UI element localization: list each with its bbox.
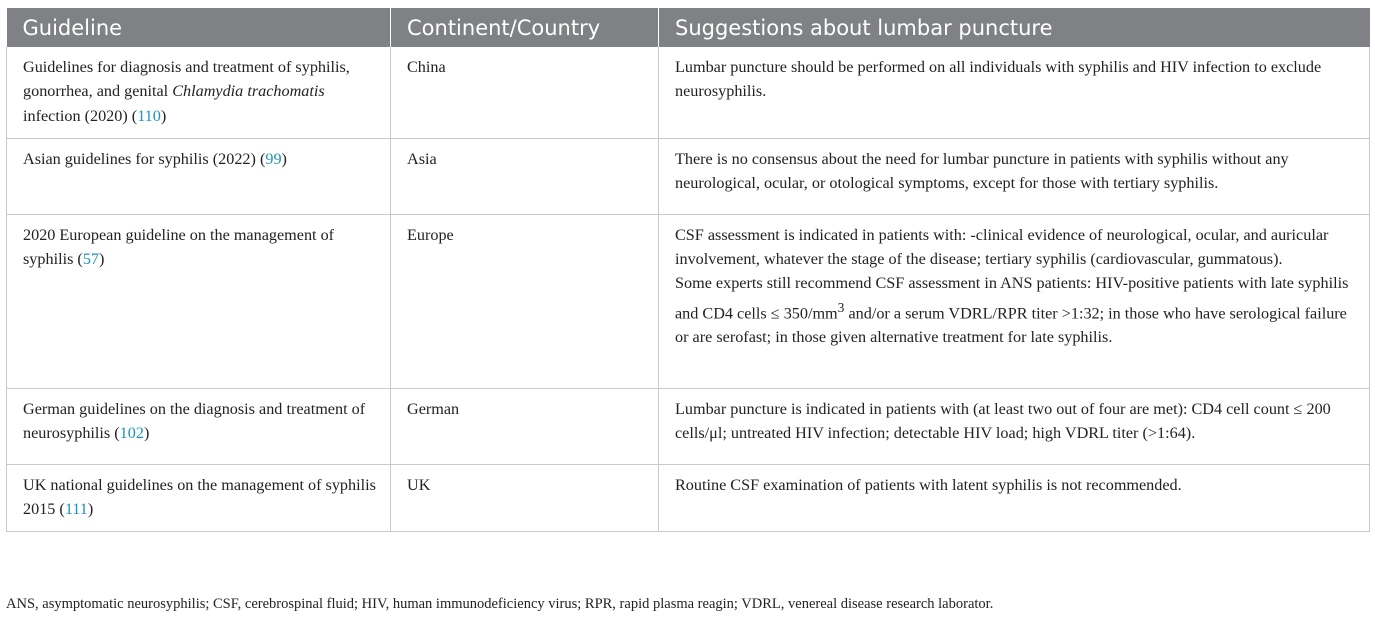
table-row <box>7 138 1370 214</box>
table-row <box>7 388 1370 464</box>
guideline-close: ) <box>87 500 94 519</box>
suggestion-cell: Lumbar puncture should be performed on all individuals with syphilis and HIV infection to exclude neurosyphilis. <box>659 47 1370 138</box>
guideline-cell <box>7 464 391 532</box>
table-row <box>7 214 1370 388</box>
guideline-close: ) <box>281 149 287 168</box>
guideline-cell <box>7 47 391 138</box>
table-row <box>7 464 1370 532</box>
reference-link[interactable]: 57 <box>82 250 99 269</box>
superscript: 3 <box>837 299 845 315</box>
suggestion-paragraph: CSF assessment is indicated in patients with: -clinical evidence of neurological, ocular, and auricular involvement, whatever the stage of the disease; tertiary syphilis (cardiovascular, gummatous). <box>675 225 1329 269</box>
guideline-text: 2020 European guideline on the management of syphilis ( <box>23 225 335 269</box>
reference-link[interactable]: 99 <box>265 149 282 168</box>
guidelines-table <box>6 8 1370 532</box>
header-country: Continent/Country <box>391 8 659 47</box>
country-cell: UK <box>391 464 659 532</box>
suggestion-text: Some experts still recommend CSF assessment in ANS patients: HIV-positive patients with late syphilis and CD4 cells ≤ 350/mm <box>675 274 1349 323</box>
guideline-cell <box>7 388 391 464</box>
guideline-cell <box>7 214 391 388</box>
guideline-cell <box>7 138 391 214</box>
guideline-close: ) <box>143 424 150 443</box>
suggestion-cell <box>659 214 1370 388</box>
guideline-text: UK national guidelines on the management of syphilis 2015 ( <box>23 475 376 519</box>
country-cell: Asia <box>391 138 659 214</box>
guideline-text: Asian guidelines for syphilis (2022) ( <box>23 149 266 168</box>
guideline-text: Guidelines for diagnosis and treatment of syphilis, gonorrhea, and genital <box>23 58 350 101</box>
suggestion-paragraph <box>675 271 1355 349</box>
guideline-italic-term: Chlamydia trachomatis <box>172 82 325 101</box>
header-suggestions: Suggestions about lumbar puncture <box>659 8 1370 47</box>
guidelines-table-container <box>6 8 1369 532</box>
reference-link[interactable]: 102 <box>119 424 144 443</box>
reference-link[interactable]: 111 <box>64 500 88 519</box>
table-header-row <box>7 8 1370 47</box>
suggestion-text-cont: and/or a serum VDRL/RPR titer >1:32; in those who have serological failure or are serofast; in those given alternative treatment for late syphilis. <box>675 304 1347 347</box>
guideline-text-cont: infection (2020) ( <box>23 106 138 125</box>
header-guideline: Guideline <box>7 8 391 47</box>
reference-link[interactable]: 110 <box>137 106 161 125</box>
table-row <box>7 47 1370 138</box>
guideline-close: ) <box>160 106 167 125</box>
country-cell: China <box>391 47 659 138</box>
guideline-close: ) <box>99 250 105 269</box>
suggestion-cell: Routine CSF examination of patients with latent syphilis is not recommended. <box>659 464 1370 532</box>
suggestion-cell: Lumbar puncture is indicated in patients with (at least two out of four are met): CD4 cell count ≤ 200 cells/μl; untreated HIV infection; detectable HIV load; high VDRL titer (>1:64). <box>659 388 1370 464</box>
guideline-text: German guidelines on the diagnosis and treatment of neurosyphilis ( <box>23 399 366 443</box>
table-footnote: ANS, asymptomatic neurosyphilis; CSF, cerebrospinal fluid; HIV, human immunodeficiency virus; RPR, rapid plasma reagin; VDRL, venereal disease research laborator. <box>6 596 994 612</box>
suggestion-cell: There is no consensus about the need for lumbar puncture in patients with syphilis without any neurological, ocular, or otological symptoms, except for those with tertiary syphilis. <box>659 138 1370 214</box>
country-cell: German <box>391 388 659 464</box>
country-cell: Europe <box>391 214 659 388</box>
